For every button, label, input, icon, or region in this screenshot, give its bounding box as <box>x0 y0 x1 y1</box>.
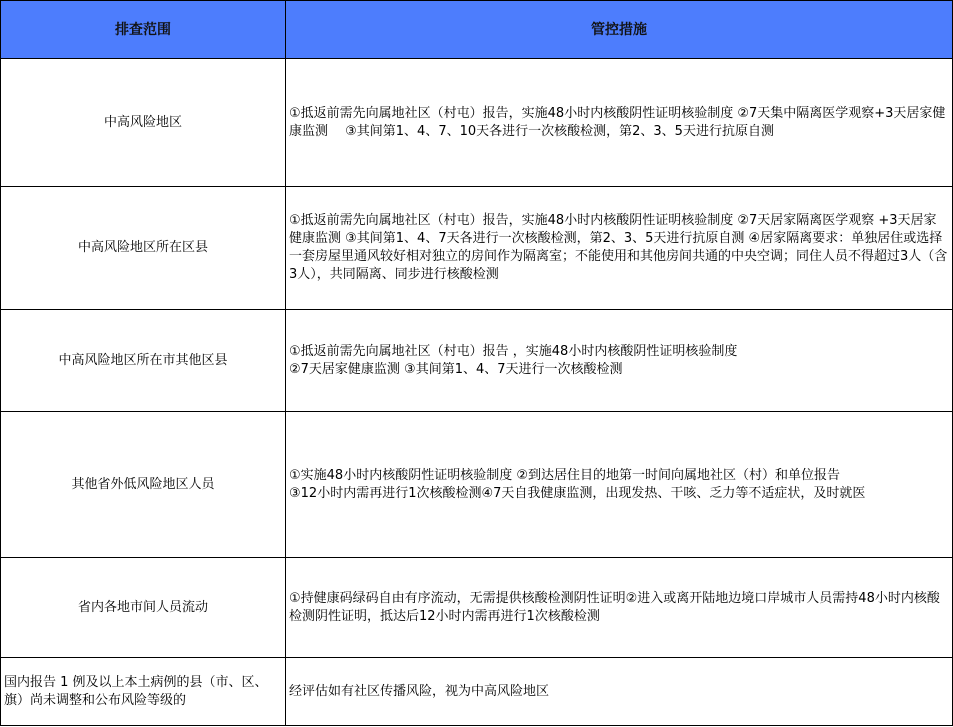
measure-text: 经评估如有社区传播风险，视为中高风险地区 <box>289 683 550 699</box>
measure-text: ②7天居家健康监测 ③其间第1、4、7天进行一次核酸检测 <box>289 361 623 377</box>
measure-cell <box>286 412 953 558</box>
measure-cell <box>286 59 953 187</box>
measure-cell <box>286 310 953 412</box>
measure-text: ①持健康码绿码自由有序流动，无需提供核酸检测阴性证明②进入或离开陆地边境口岸城市人员需持48小时内核酸检测阴性证明，抵达后12小时内需再进行1次核酸检测 <box>289 590 940 624</box>
table-row <box>1 187 953 310</box>
measure-text: ③12小时内需再进行1次核酸检测④7天自我健康监测，出现发热、干咳、乏力等不适症状，及时就医 <box>289 485 866 501</box>
measure-cell <box>286 187 953 310</box>
header-scope: 排查范围 <box>1 1 286 59</box>
scope-cell: 中高风险地区所在区县 <box>1 187 286 310</box>
measure-text: ①实施48小时内核酸阴性证明核验制度 ②到达居住目的地第一时间向属地社区（村）和单位报告 <box>289 467 840 483</box>
table-row <box>1 310 953 412</box>
measure-text: ①抵返前需先向属地社区（村屯）报告，实施48小时内核酸阴性证明核验制度 ②7天居家隔离医学观察 +3天居家健康监测 ③其间第1、4、7天各进行一次核酸检测，第2、3、5天进行抗原自测 ④居家隔离要求：单独居住或选择一套房屋里通风较好相对独立的房间作为隔离室；不能使用和其他房间共通的中央空调；同住人员不得超过3人（含3人），共同隔离、同步进行核酸检测 <box>289 213 948 282</box>
table-row <box>1 59 953 187</box>
measure-cell <box>286 658 953 726</box>
table-row <box>1 412 953 558</box>
table-row <box>1 558 953 658</box>
measure-text: ①抵返前需先向属地社区（村屯）报告，实施48小时内核酸阴性证明核验制度 ②7天集中隔离医学观察+3天居家健康监测 ③其间第1、4、7、10天各进行一次核酸检测，第2、3、5天进行抗原自测 <box>289 105 946 139</box>
scope-cell: 中高风险地区所在市其他区县 <box>1 310 286 412</box>
measure-text: ①抵返前需先向属地社区（村屯）报告 ，实施48小时内核酸阴性证明核验制度 <box>289 343 738 359</box>
table-row <box>1 658 953 726</box>
scope-cell: 省内各地市间人员流动 <box>1 558 286 658</box>
measure-cell <box>286 558 953 658</box>
table-header-row <box>1 1 953 59</box>
scope-cell: 国内报告 1 例及以上本土病例的县（市、区、旗）尚未调整和公布风险等级的 <box>1 658 286 726</box>
scope-cell: 其他省外低风险地区人员 <box>1 412 286 558</box>
scope-cell: 中高风险地区 <box>1 59 286 187</box>
header-measures: 管控措施 <box>286 1 953 59</box>
